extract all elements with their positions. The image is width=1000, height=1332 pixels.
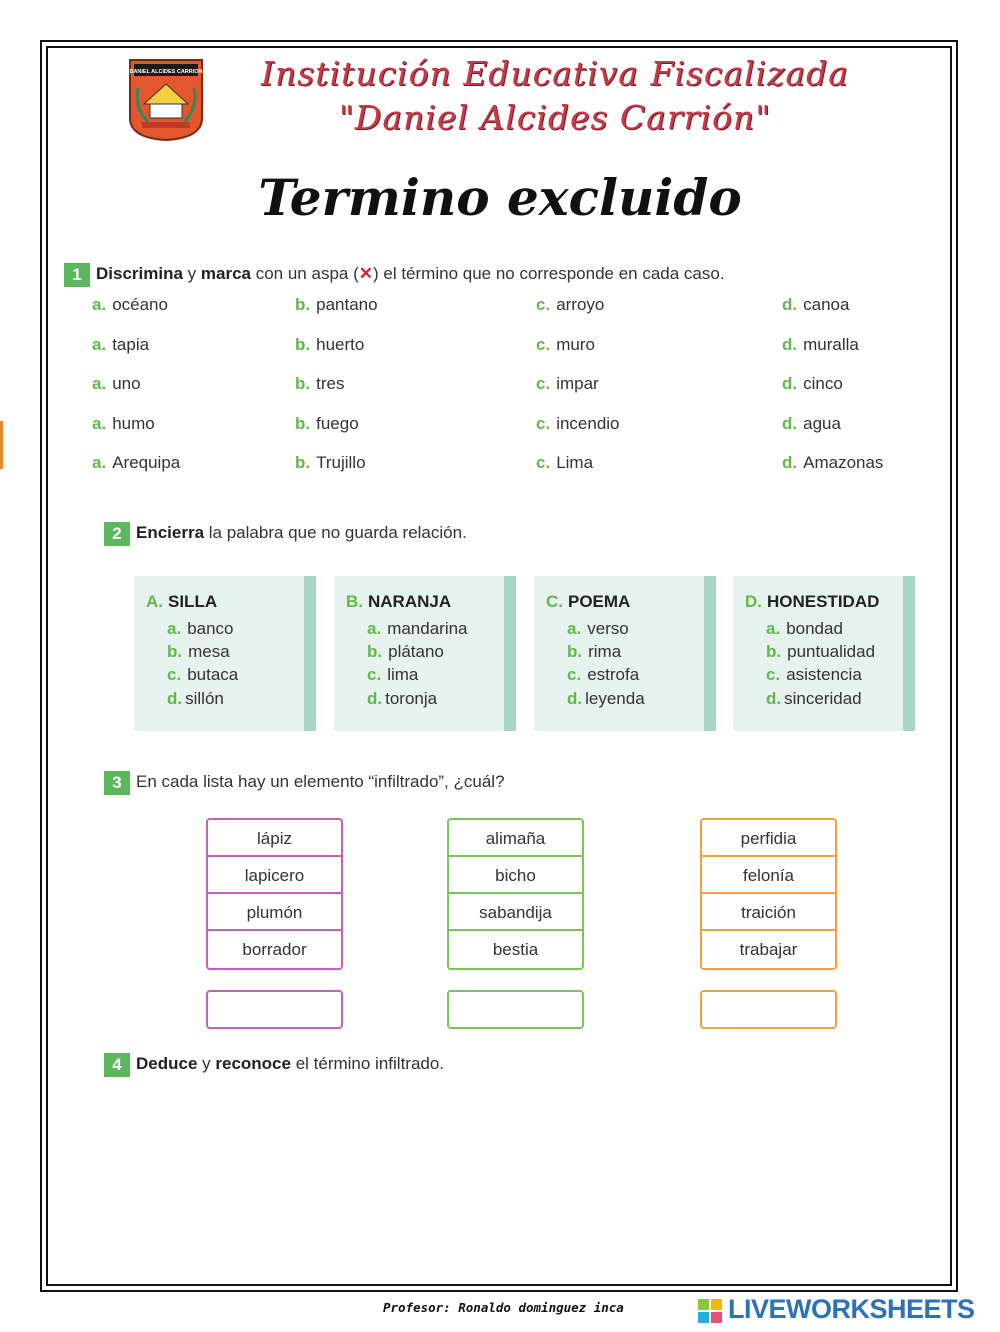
box-side-bar bbox=[504, 576, 516, 731]
q1-mid: con un aspa ( bbox=[251, 264, 359, 283]
q3-word-list bbox=[700, 818, 837, 970]
option-letter: c. bbox=[536, 453, 551, 472]
q1-option[interactable] bbox=[295, 295, 378, 315]
item-letter: b. bbox=[167, 642, 183, 661]
q1-option[interactable] bbox=[92, 295, 168, 315]
q3-instruction bbox=[104, 770, 505, 795]
institution-line-2: "Daniel Alcides Carrión" bbox=[338, 98, 772, 137]
option-word: fuego bbox=[316, 413, 359, 433]
item-word: mandarina bbox=[387, 619, 468, 638]
q1-option[interactable] bbox=[782, 335, 859, 355]
q4-number: 4 bbox=[104, 1053, 130, 1077]
q1-option[interactable] bbox=[536, 374, 599, 394]
item-letter: d. bbox=[367, 689, 383, 708]
option-word: pantano bbox=[316, 295, 378, 314]
item-word: lima bbox=[387, 665, 419, 684]
option-word: muralla bbox=[803, 334, 859, 354]
box-item[interactable] bbox=[567, 619, 629, 639]
q1-option[interactable] bbox=[782, 374, 843, 394]
q1-option[interactable] bbox=[295, 453, 366, 473]
q1-option[interactable] bbox=[92, 414, 155, 434]
option-word: Arequipa bbox=[112, 453, 181, 472]
q1-option[interactable] bbox=[782, 414, 841, 434]
list-word: sabandija bbox=[449, 894, 582, 931]
q4-bold-deduce: Deduce bbox=[136, 1054, 198, 1073]
box-item[interactable] bbox=[167, 642, 230, 662]
option-word: Lima bbox=[556, 453, 594, 472]
option-letter: b. bbox=[295, 413, 311, 433]
box-letter: A. bbox=[146, 592, 163, 611]
q1-bold-marca: marca bbox=[200, 264, 251, 283]
item-letter: a. bbox=[367, 619, 382, 638]
item-word: bondad bbox=[786, 619, 843, 638]
item-word: asistencia bbox=[786, 665, 862, 684]
box-item[interactable] bbox=[367, 689, 437, 709]
option-letter: b. bbox=[295, 334, 311, 354]
box-item[interactable] bbox=[567, 689, 645, 709]
option-word: huerto bbox=[316, 334, 365, 354]
x-mark-icon: ✕ bbox=[358, 264, 373, 283]
q3-word-list bbox=[206, 818, 343, 970]
answer-input[interactable] bbox=[447, 990, 584, 1029]
box-item[interactable] bbox=[766, 619, 843, 639]
q1-instruction bbox=[64, 262, 725, 287]
item-word: verso bbox=[587, 619, 629, 638]
box-letter: D. bbox=[745, 592, 762, 611]
option-letter: a. bbox=[92, 334, 107, 354]
q1-row bbox=[92, 335, 922, 375]
item-letter: d. bbox=[766, 689, 782, 708]
option-word: Trujillo bbox=[316, 453, 366, 472]
option-word: Amazonas bbox=[803, 453, 884, 472]
page-title: Termino excluido bbox=[258, 168, 742, 227]
item-letter: c. bbox=[167, 665, 182, 684]
q2-box bbox=[134, 576, 316, 731]
q1-bold-discrimina: Discrimina bbox=[96, 264, 183, 283]
q4-bold-reconoce: reconoce bbox=[215, 1054, 291, 1073]
q2-box bbox=[733, 576, 915, 731]
option-word: tres bbox=[316, 374, 345, 393]
list-word: lápiz bbox=[208, 820, 341, 857]
option-letter: d. bbox=[782, 334, 798, 354]
q4-rest: el término infiltrado. bbox=[290, 1054, 445, 1073]
option-word: arroyo bbox=[556, 295, 605, 314]
q1-option[interactable] bbox=[536, 295, 604, 315]
q2-instruction bbox=[104, 521, 467, 546]
option-word: agua bbox=[803, 413, 841, 433]
box-title: NARANJA bbox=[368, 592, 452, 611]
q2-bold-encierra: Encierra bbox=[136, 523, 205, 542]
box-item[interactable] bbox=[766, 642, 875, 662]
option-letter: a. bbox=[92, 453, 107, 472]
q1-option[interactable] bbox=[295, 374, 344, 394]
item-word: plátano bbox=[388, 642, 444, 661]
q1-option[interactable] bbox=[782, 295, 849, 315]
option-word: incendio bbox=[556, 413, 620, 433]
box-item[interactable] bbox=[167, 665, 238, 685]
item-letter: d. bbox=[167, 689, 183, 708]
item-word: sinceridad bbox=[784, 689, 862, 708]
option-letter: d. bbox=[782, 295, 798, 314]
q4-instruction bbox=[104, 1052, 444, 1077]
option-letter: c. bbox=[536, 334, 551, 354]
box-side-bar bbox=[704, 576, 716, 731]
item-word: banco bbox=[187, 619, 234, 638]
item-letter: c. bbox=[567, 665, 582, 684]
box-item[interactable] bbox=[367, 665, 418, 685]
list-word: bestia bbox=[492, 940, 539, 959]
box-letter: C. bbox=[546, 592, 563, 611]
box-heading bbox=[146, 592, 217, 612]
q1-option[interactable] bbox=[536, 335, 595, 355]
box-title: POEMA bbox=[568, 592, 631, 611]
q1-end: ) el término que no corresponde en cada caso. bbox=[373, 264, 725, 283]
q1-option[interactable] bbox=[295, 335, 364, 355]
list-word: felonía bbox=[702, 857, 835, 894]
box-title: SILLA bbox=[168, 592, 218, 611]
box-item[interactable] bbox=[167, 689, 224, 709]
option-letter: c. bbox=[536, 295, 551, 314]
option-word: uno bbox=[112, 374, 141, 393]
q1-option[interactable] bbox=[92, 453, 180, 473]
item-letter: a. bbox=[167, 619, 182, 638]
option-letter: a. bbox=[92, 413, 107, 433]
q2-box bbox=[534, 576, 716, 731]
box-heading bbox=[346, 592, 451, 612]
q1-row bbox=[92, 453, 922, 493]
item-letter: a. bbox=[567, 619, 582, 638]
item-word: rima bbox=[588, 642, 622, 661]
q1-row bbox=[92, 414, 922, 454]
box-item[interactable] bbox=[367, 642, 444, 662]
list-word: alimaña bbox=[449, 820, 582, 857]
q1-option[interactable] bbox=[92, 335, 149, 355]
option-word: humo bbox=[112, 413, 155, 433]
list-word: perfidia bbox=[702, 820, 835, 857]
q1-number: 1 bbox=[64, 263, 90, 287]
list-word: traición bbox=[702, 894, 835, 931]
option-word: impar bbox=[556, 374, 599, 393]
box-item[interactable] bbox=[766, 689, 862, 709]
box-side-bar bbox=[304, 576, 316, 731]
box-item[interactable] bbox=[567, 642, 621, 662]
box-item[interactable] bbox=[167, 619, 234, 639]
q1-row bbox=[92, 374, 922, 414]
item-letter: d. bbox=[567, 689, 583, 708]
q1-and: y bbox=[182, 264, 201, 283]
item-word: estrofa bbox=[587, 665, 640, 684]
list-word: bicho bbox=[449, 857, 582, 894]
q1-options bbox=[92, 295, 922, 493]
option-letter: b. bbox=[295, 453, 311, 472]
option-letter: a. bbox=[92, 295, 107, 314]
option-letter: d. bbox=[782, 413, 798, 433]
box-heading bbox=[745, 592, 879, 612]
option-word: tapia bbox=[112, 334, 150, 354]
q3-word-list bbox=[447, 818, 584, 970]
liveworksheets-logo-icon bbox=[698, 1299, 722, 1323]
answer-input[interactable] bbox=[206, 990, 343, 1029]
item-letter: b. bbox=[367, 642, 383, 661]
side-marker bbox=[0, 421, 3, 469]
item-word: sillón bbox=[185, 689, 224, 708]
crest-text: DANIEL ALCIDES CARRION bbox=[129, 69, 203, 75]
option-letter: b. bbox=[295, 295, 311, 314]
q2-number: 2 bbox=[104, 522, 130, 546]
option-word: canoa bbox=[803, 295, 850, 314]
box-title: HONESTIDAD bbox=[767, 592, 880, 611]
list-word: borrador bbox=[242, 940, 307, 959]
option-letter: a. bbox=[92, 374, 107, 393]
q3-number: 3 bbox=[104, 771, 130, 795]
item-word: puntualidad bbox=[787, 642, 876, 661]
option-word: muro bbox=[556, 334, 595, 354]
box-heading bbox=[546, 592, 630, 612]
box-letter: B. bbox=[346, 592, 363, 611]
list-word: plumón bbox=[208, 894, 341, 931]
q1-option[interactable] bbox=[782, 453, 883, 473]
teacher-credit: Profesor: Ronaldo dominguez inca bbox=[383, 1300, 624, 1315]
q2-box bbox=[334, 576, 516, 731]
option-letter: d. bbox=[782, 374, 798, 393]
option-letter: b. bbox=[295, 374, 311, 393]
item-word: mesa bbox=[188, 642, 230, 661]
institution-line-1: Institución Educativa Fiscalizada bbox=[261, 54, 849, 93]
item-letter: b. bbox=[567, 642, 583, 661]
list-word: lapicero bbox=[208, 857, 341, 894]
answer-input[interactable] bbox=[700, 990, 837, 1029]
item-letter: b. bbox=[766, 642, 782, 661]
q1-row bbox=[92, 295, 922, 335]
q2-rest: la palabra que no guarda relación. bbox=[204, 523, 467, 542]
q4-and: y bbox=[197, 1054, 216, 1073]
q1-option[interactable] bbox=[536, 453, 593, 473]
item-letter: c. bbox=[766, 665, 781, 684]
q1-option[interactable] bbox=[536, 414, 620, 434]
item-letter: c. bbox=[367, 665, 382, 684]
box-item[interactable] bbox=[367, 619, 468, 639]
q3-text: En cada lista hay un elemento “infiltrado”, ¿cuál? bbox=[136, 772, 505, 791]
box-item[interactable] bbox=[766, 665, 862, 685]
option-word: cinco bbox=[803, 374, 843, 393]
item-word: toronja bbox=[385, 689, 438, 708]
item-word: leyenda bbox=[585, 689, 645, 708]
institution-name bbox=[210, 52, 900, 140]
item-letter: a. bbox=[766, 619, 781, 638]
q1-option[interactable] bbox=[92, 374, 141, 394]
school-crest-icon bbox=[128, 58, 204, 142]
option-letter: d. bbox=[782, 453, 798, 472]
option-word: océano bbox=[112, 295, 168, 314]
list-word: trabajar bbox=[739, 940, 798, 959]
box-side-bar bbox=[903, 576, 915, 731]
option-letter: c. bbox=[536, 413, 551, 433]
item-word: butaca bbox=[187, 665, 239, 684]
liveworksheets-brand[interactable]: LIVEWORKSHEETS bbox=[728, 1294, 975, 1324]
option-letter: c. bbox=[536, 374, 551, 393]
box-item[interactable] bbox=[567, 665, 639, 685]
q1-option[interactable] bbox=[295, 414, 359, 434]
